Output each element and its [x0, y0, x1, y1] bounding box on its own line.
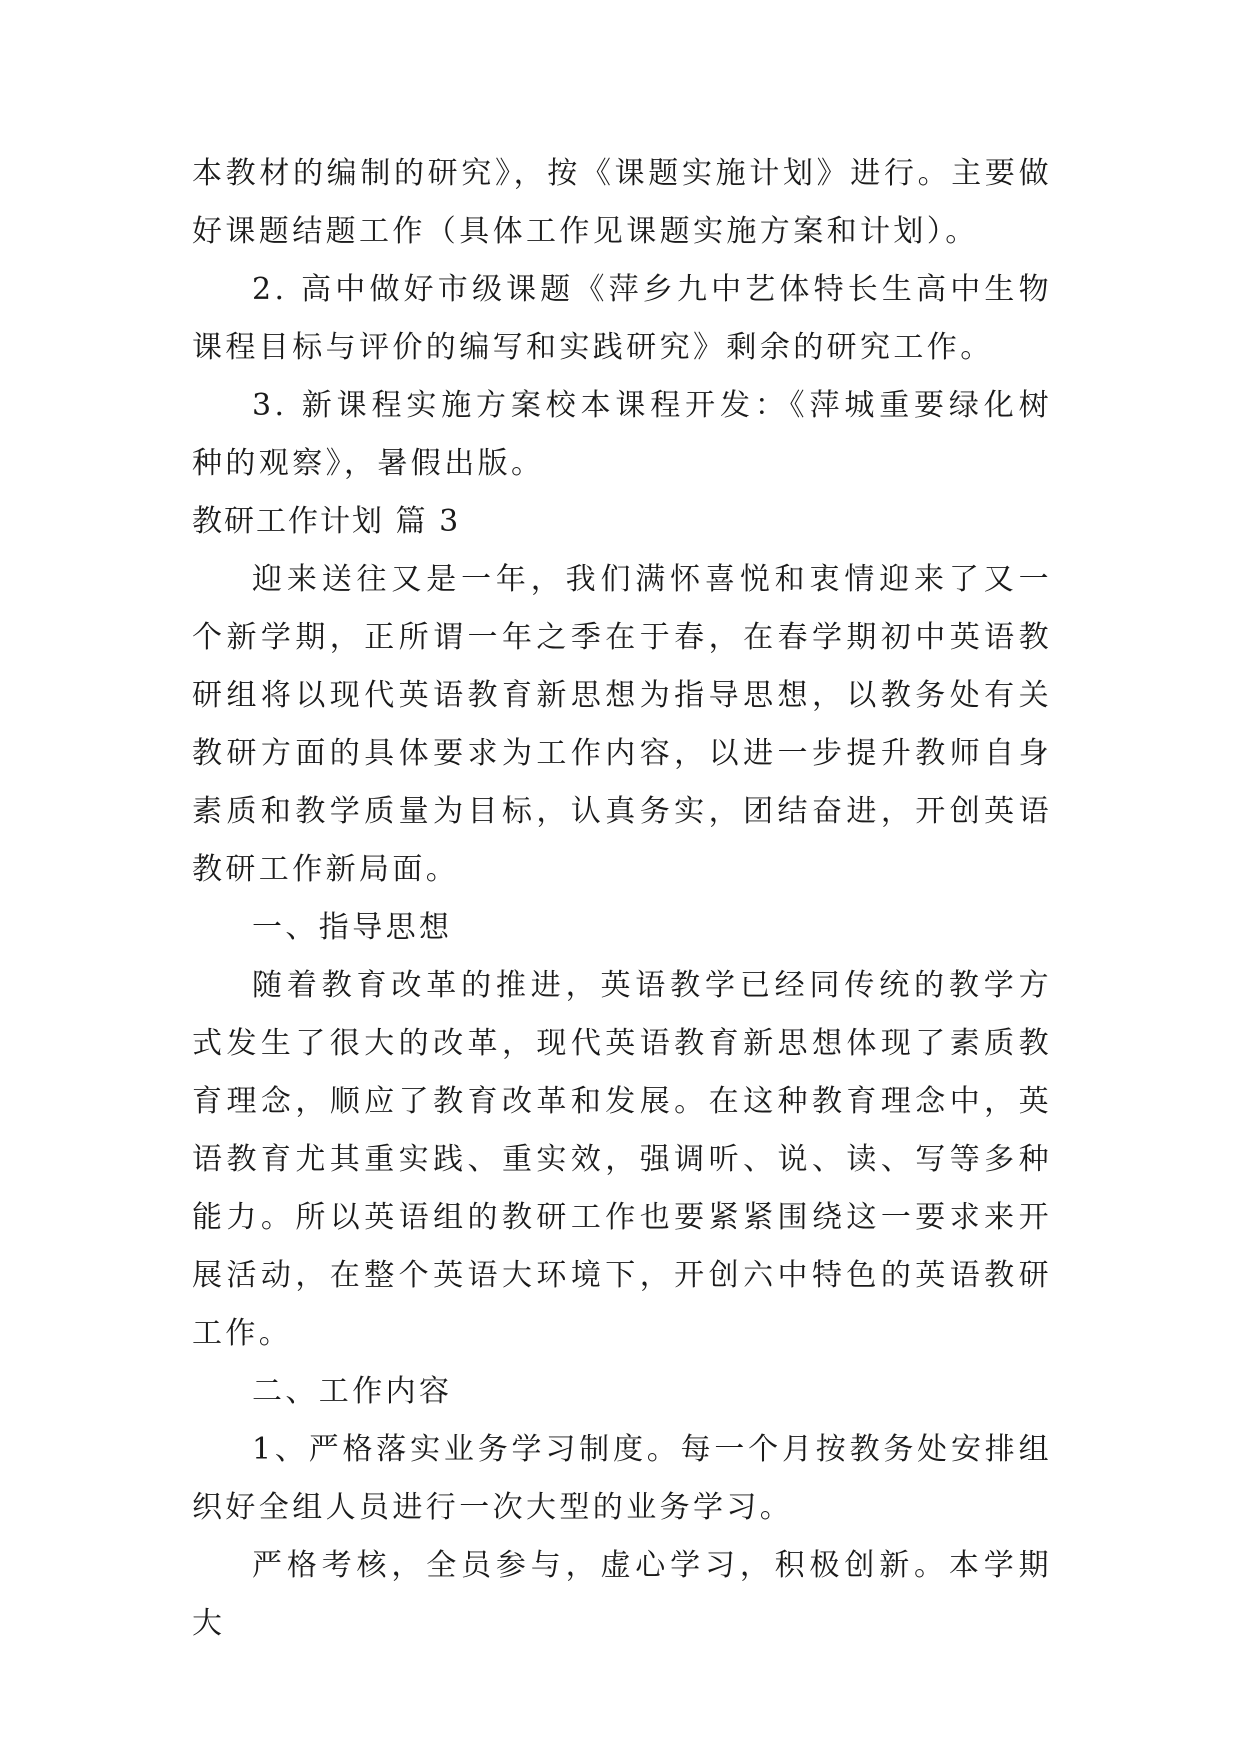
- paragraph-continuation: 本教材的编制的研究》，按《课题实施计划》进行。主要做好课题结题工作（具体工作见课题实施方案和计划）。: [192, 156, 1052, 249]
- subheading-work-content: 二、工作内容: [252, 1374, 453, 1409]
- document-body: [192, 145, 1052, 1653]
- paragraph-work-item-1: 1、严格落实业务学习制度。每一个月按教务处安排组织好全组人员进行一次大型的业务学习。: [192, 1432, 1052, 1525]
- paragraph-item-3: 3. 新课程实施方案校本课程开发：《萍城重要绿化树种的观察》，暑假出版。: [192, 388, 1052, 481]
- section-title: 教研工作计划 篇 3: [192, 504, 461, 539]
- paragraph-item-2: 2. 高中做好市级课题《萍乡九中艺体特长生高中生物课程目标与评价的编写和实践研究》剩余的研究工作。: [192, 272, 1052, 365]
- paragraph-assessment: 严格考核，全员参与，虚心学习，积极创新。本学期大: [192, 1548, 1052, 1641]
- paragraph-guiding-thought: 随着教育改革的推进，英语教学已经同传统的教学方式发生了很大的改革，现代英语教育新思想体现了素质教育理念，顺应了教育改革和发展。在这种教育理念中，英语教育尤其重实践、重实效，强调听、说、读、写等多种能力。所以英语组的教研工作也要紧紧围绕这一要求来开展活动，在整个英语大环境下，开创六中特色的英语教研工作。: [192, 968, 1052, 1351]
- paragraph-intro: 迎来送往又是一年，我们满怀喜悦和衷情迎来了又一个新学期，正所谓一年之季在于春，在春学期初中英语教研组将以现代英语教育新思想为指导思想，以教务处有关教研方面的具体要求为工作内容，以进一步提升教师自身素质和教学质量为目标，认真务实，团结奋进，开创英语教研工作新局面。: [192, 562, 1052, 887]
- subheading-guiding-thought: 一、指导思想: [252, 910, 453, 945]
